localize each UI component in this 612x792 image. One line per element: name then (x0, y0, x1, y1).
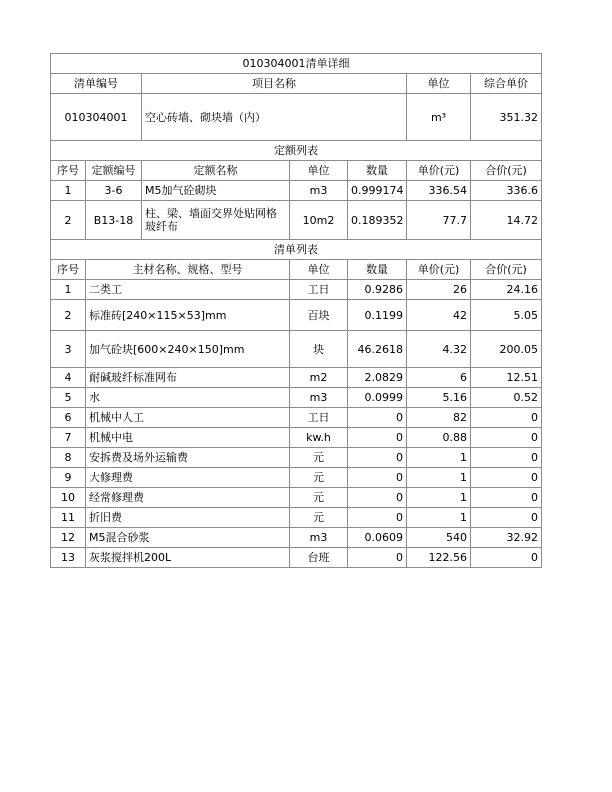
quota-unit-header: 单位 (290, 161, 348, 181)
material-total: 0 (471, 448, 542, 468)
material-row (51, 280, 542, 300)
material-qty: 0 (348, 408, 407, 428)
quota-name: M5加气砼砌块 (142, 181, 290, 201)
bill-name-header: 项目名称 (142, 74, 407, 94)
material-total-header: 合价(元) (471, 260, 542, 280)
material-seq: 13 (51, 548, 86, 568)
material-name: 折旧费 (86, 508, 290, 528)
material-qty: 0 (348, 448, 407, 468)
material-seq-header: 序号 (51, 260, 86, 280)
material-seq: 7 (51, 428, 86, 448)
material-qty: 0 (348, 508, 407, 528)
quota-code-header: 定额编号 (86, 161, 142, 181)
material-unit: 块 (290, 331, 348, 368)
material-seq: 11 (51, 508, 86, 528)
material-unit: 百块 (290, 300, 348, 331)
material-name-header: 主材名称、规格、型号 (86, 260, 290, 280)
material-seq: 12 (51, 528, 86, 548)
material-qty: 0 (348, 428, 407, 448)
material-row (51, 408, 542, 428)
bill-code-header: 清单编号 (51, 74, 142, 94)
material-price: 26 (407, 280, 471, 300)
quota-code: B13-18 (86, 201, 142, 240)
material-total: 5.05 (471, 300, 542, 331)
quota-code: 3-6 (86, 181, 142, 201)
material-rows (51, 280, 542, 568)
material-total: 0 (471, 508, 542, 528)
quota-name: 柱、梁、墙面交界处贴网格玻纤布 (142, 201, 290, 240)
quota-qty: 0.189352 (348, 201, 407, 240)
material-unit: m3 (290, 388, 348, 408)
material-unit: m3 (290, 528, 348, 548)
material-row (51, 300, 542, 331)
material-row (51, 528, 542, 548)
material-price: 0.88 (407, 428, 471, 448)
material-total: 0 (471, 428, 542, 448)
material-unit: 工日 (290, 408, 348, 428)
bill-detail-table (50, 53, 542, 568)
material-price-header: 单价(元) (407, 260, 471, 280)
material-price: 1 (407, 508, 471, 528)
material-row (51, 428, 542, 448)
quota-price-header: 单价(元) (407, 161, 471, 181)
material-unit: m2 (290, 368, 348, 388)
material-seq: 4 (51, 368, 86, 388)
material-qty-header: 数量 (348, 260, 407, 280)
material-seq: 9 (51, 468, 86, 488)
material-total: 24.16 (471, 280, 542, 300)
quota-total-header: 合价(元) (471, 161, 542, 181)
material-row (51, 448, 542, 468)
material-seq: 3 (51, 331, 86, 368)
material-unit: 元 (290, 468, 348, 488)
quota-total: 336.6 (471, 181, 542, 201)
material-row (51, 508, 542, 528)
material-qty: 46.2618 (348, 331, 407, 368)
quota-price: 336.54 (407, 181, 471, 201)
material-qty: 0 (348, 468, 407, 488)
bill-unit-header: 单位 (407, 74, 471, 94)
material-seq: 6 (51, 408, 86, 428)
material-price: 42 (407, 300, 471, 331)
material-unit: 工日 (290, 280, 348, 300)
material-qty: 2.0829 (348, 368, 407, 388)
material-qty: 0.0609 (348, 528, 407, 548)
material-total: 0 (471, 548, 542, 568)
material-unit: 元 (290, 508, 348, 528)
material-seq: 2 (51, 300, 86, 331)
material-total: 12.51 (471, 368, 542, 388)
bill-unit: m³ (407, 94, 471, 141)
quota-seq: 1 (51, 181, 86, 201)
quota-section-title: 定额列表 (51, 141, 542, 161)
material-seq: 5 (51, 388, 86, 408)
material-name: 机械中电 (86, 428, 290, 448)
material-total: 0 (471, 408, 542, 428)
material-price: 1 (407, 468, 471, 488)
material-qty: 0.9286 (348, 280, 407, 300)
material-name: 二类工 (86, 280, 290, 300)
material-name: 安拆费及场外运输费 (86, 448, 290, 468)
material-section-title: 清单列表 (51, 240, 542, 260)
material-name: 标准砖[240×115×53]mm (86, 300, 290, 331)
material-name: 耐碱玻纤标准网布 (86, 368, 290, 388)
material-unit: 台班 (290, 548, 348, 568)
material-seq: 1 (51, 280, 86, 300)
material-price: 1 (407, 448, 471, 468)
material-price: 4.32 (407, 331, 471, 368)
material-price: 1 (407, 488, 471, 508)
quota-qty-header: 数量 (348, 161, 407, 181)
quota-row (51, 201, 542, 240)
material-row (51, 468, 542, 488)
material-unit: kw.h (290, 428, 348, 448)
quota-row (51, 181, 542, 201)
material-name: 大修理费 (86, 468, 290, 488)
bill-name: 空心砖墙、砌块墙（内） (142, 94, 407, 141)
material-price: 122.56 (407, 548, 471, 568)
material-name: 加气砼块[600×240×150]mm (86, 331, 290, 368)
quota-qty: 0.999174 (348, 181, 407, 201)
material-seq: 10 (51, 488, 86, 508)
material-total: 0.52 (471, 388, 542, 408)
material-qty: 0.0999 (348, 388, 407, 408)
material-row (51, 548, 542, 568)
material-price: 540 (407, 528, 471, 548)
bill-price: 351.32 (471, 94, 542, 141)
material-row (51, 368, 542, 388)
material-qty: 0.1199 (348, 300, 407, 331)
quota-unit: 10m2 (290, 201, 348, 240)
quota-price: 77.7 (407, 201, 471, 240)
material-qty: 0 (348, 488, 407, 508)
quota-total: 14.72 (471, 201, 542, 240)
material-price: 82 (407, 408, 471, 428)
quota-unit: m3 (290, 181, 348, 201)
material-name: M5混合砂浆 (86, 528, 290, 548)
material-price: 5.16 (407, 388, 471, 408)
quota-seq: 2 (51, 201, 86, 240)
material-unit-header: 单位 (290, 260, 348, 280)
material-qty: 0 (348, 548, 407, 568)
material-total: 0 (471, 488, 542, 508)
material-row (51, 488, 542, 508)
material-total: 200.05 (471, 331, 542, 368)
material-unit: 元 (290, 488, 348, 508)
material-unit: 元 (290, 448, 348, 468)
material-row (51, 388, 542, 408)
material-name: 机械中人工 (86, 408, 290, 428)
quota-seq-header: 序号 (51, 161, 86, 181)
material-name: 经常修理费 (86, 488, 290, 508)
material-total: 32.92 (471, 528, 542, 548)
quota-name-header: 定额名称 (142, 161, 290, 181)
material-name: 水 (86, 388, 290, 408)
material-total: 0 (471, 468, 542, 488)
bill-code: 010304001 (51, 94, 142, 141)
bill-price-header: 综合单价 (471, 74, 542, 94)
material-price: 6 (407, 368, 471, 388)
table-title: 010304001清单详细 (51, 54, 542, 74)
material-name: 灰浆搅拌机200L (86, 548, 290, 568)
material-seq: 8 (51, 448, 86, 468)
material-row (51, 331, 542, 368)
